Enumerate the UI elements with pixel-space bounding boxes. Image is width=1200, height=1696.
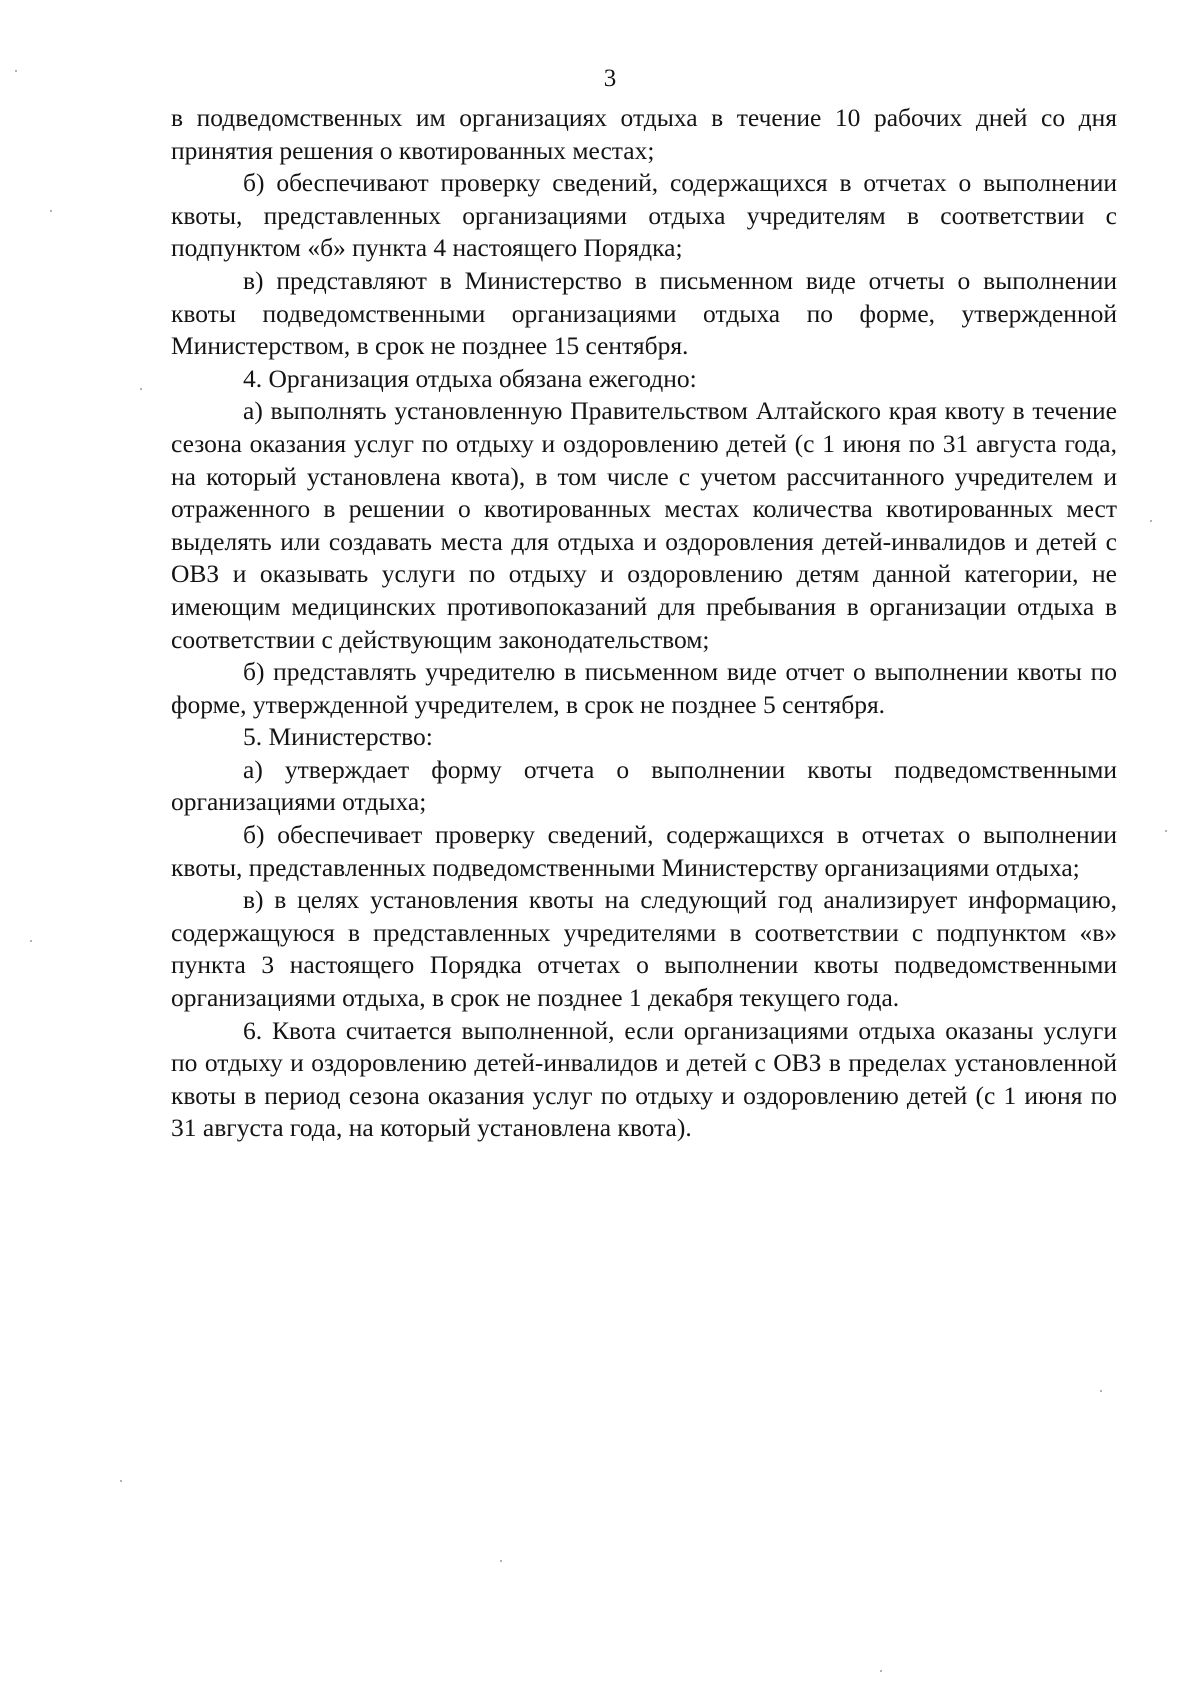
paragraph-6: 6. Квота считается выполненной, если организациями отдыха оказаны услуги по отдыху и оздоровлению детей-инвалидов и детей с ОВЗ в пределах установленной квоты в период сезона оказания услуг по отдыху и оздоровлению детей (с 1 июня по 31 августа года, на который установлена квота). [171, 1015, 1117, 1143]
scan-speck [30, 940, 32, 942]
paragraph-3v: в) представляют в Министерство в письменном виде отчеты о выполнении квоты подведомственными организациями отдыха по форме, утвержденной Министерством, в срок не позднее 15 сентября. [171, 265, 1117, 361]
scan-speck [50, 210, 52, 212]
paragraph-4-heading: 4. Организация отдыха обязана ежегодно: [243, 363, 697, 393]
document-body [171, 102, 1117, 1145]
paragraph-4a: а) выполнять установленную Правительством Алтайского края квоту в течение сезона оказания услуг по отдыху и оздоровлению детей (с 1 июня по 31 августа года, на который установлена квота), в том числе с учетом рассчитанного учредителем и отраженного в решении о квотированных местах количества квотированных мест выделять или создавать места для отдыха и оздоровления детей-инвалидов и детей с ОВЗ и оказывать услуги по отдыху и оздоровлению детям данной категории, не имеющим медицинских противопоказаний для пребывания в организации отдыха в соответствии с действующим законодательством; [171, 396, 1117, 654]
paragraph-4b: б) представлять учредителю в письменном виде отчет о выполнении квоты по форме, утвержденной учредителем, в срок не позднее 5 сентября. [171, 657, 1117, 719]
paragraph-5v: в) в целях установления квоты на следующий год анализирует информацию, содержащуюся в представленных учредителями в соответствии с подпунктом «в» пункта 3 настоящего Порядка отчетах о выполнении квоты подведомственными организациями отдыха, в срок не позднее 1 декабря текущего года. [171, 885, 1117, 1013]
page-number: 3 [603, 65, 617, 92]
scan-speck [1165, 830, 1167, 832]
scan-speck [140, 388, 142, 390]
scan-speck [120, 1480, 122, 1482]
scan-speck [1150, 520, 1152, 522]
paragraph-continuation: в подведомственных им организациях отдыха в течение 10 рабочих дней со дня принятия решения о квотированных местах; [171, 103, 1117, 165]
paragraph-3b: б) обеспечивают проверку сведений, содержащихся в отчетах о выполнении квоты, представленных организациями отдыха учредителям в соответствии с подпунктом «б» пункта 4 настоящего Порядка; [171, 168, 1117, 263]
paragraph-5a: а) утверждает форму отчета о выполнении квоты подведомственными организациями отдыха; [171, 754, 1117, 817]
paragraph-5b: б) обеспечивает проверку сведений, содержащихся в отчетах о выполнении квоты, представленных подведомственными Министерству организациями отдыха; [171, 820, 1117, 882]
scan-speck [1100, 1390, 1102, 1392]
scan-speck [880, 1670, 882, 1672]
scan-speck [15, 70, 17, 72]
paragraph-5-heading: 5. Министерство: [243, 722, 433, 752]
scan-speck [500, 1560, 502, 1562]
